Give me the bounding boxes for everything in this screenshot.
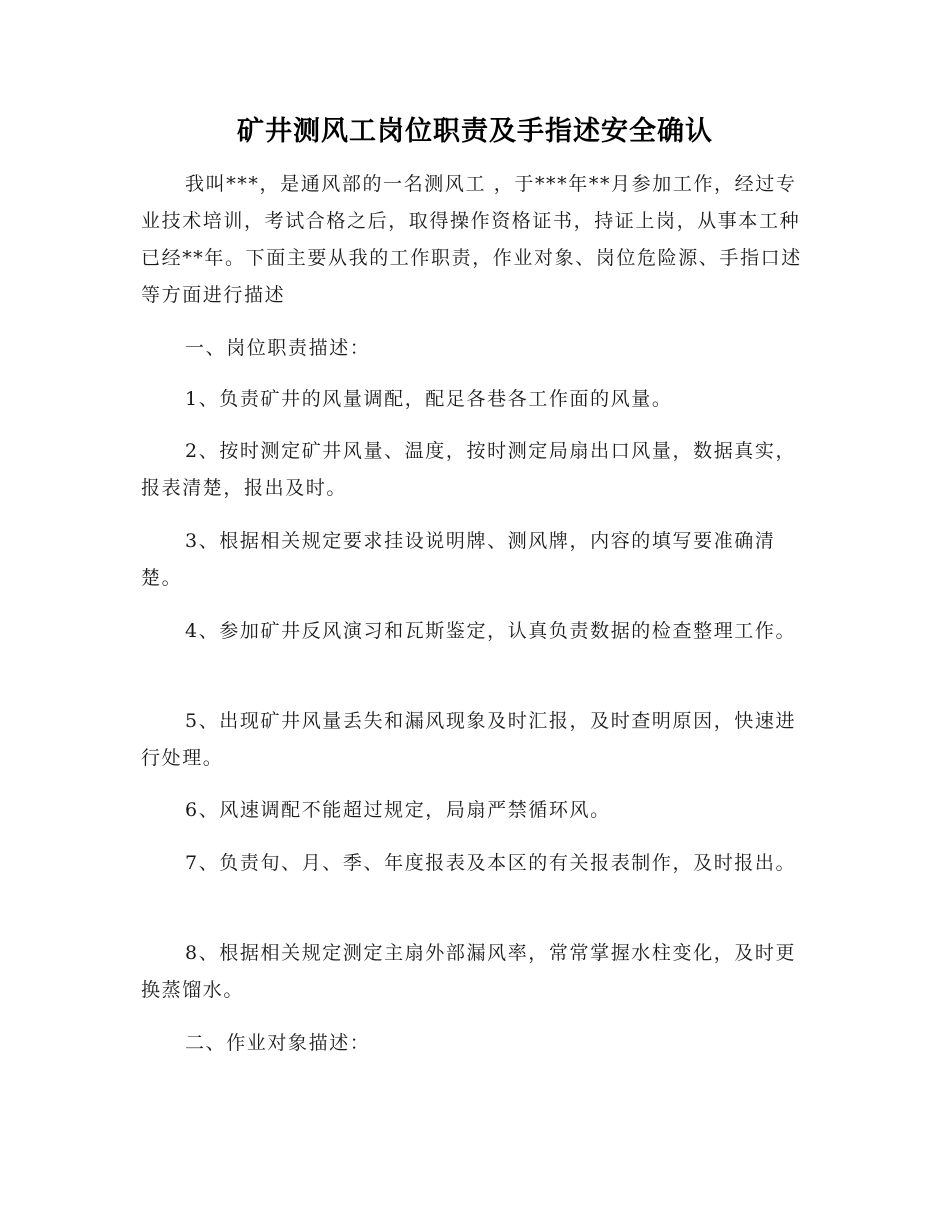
duty-item: 8、根据相关规定测定主扇外部漏风率，常常掌握水柱变化，及时更换蒸馏水。 <box>141 942 797 1001</box>
duty-item: 1、负责矿井的风量调配，配足各巷各工作面的风量。 <box>185 388 673 410</box>
duty-item: 5、出现矿井风量丢失和漏风现象及时汇报，及时查明原因，快速进行处理。 <box>141 710 797 769</box>
duty-item: 6、风速调配不能超过规定，局扇严禁循环风。 <box>185 799 611 821</box>
intro-paragraph: 我叫***，是通风部的一名测风工 ，于***年**月参加工作，经过专业技术培训，考试合格之后，取得操作资格证书，持证上岗，从事本工种已经**年。下面主要从我的工作职责，作业对象、岗位危险源、手指口述等方面进行描述 <box>141 173 802 306</box>
duty-item: 3、根据相关规定要求挂设说明牌、测风牌，内容的填写要准确清楚。 <box>141 530 776 589</box>
section-heading-duties: 一、岗位职责描述： <box>185 337 371 359</box>
document-title: 矿井测风工岗位职责及手指述安全确认 <box>237 116 713 147</box>
duty-item: 2、按时测定矿井风量、温度，按时测定局扇出口风量，数据真实，报表清楚，报出及时。 <box>141 440 797 499</box>
duty-item: 7、负责旬、月、季、年度报表及本区的有关报表制作，及时报出。 <box>185 852 797 874</box>
duty-item: 4、参加矿井反风演习和瓦斯鉴定，认真负责数据的检查整理工作。 <box>185 620 797 642</box>
section-heading-work-objects: 二、作业对象描述： <box>185 1032 371 1054</box>
